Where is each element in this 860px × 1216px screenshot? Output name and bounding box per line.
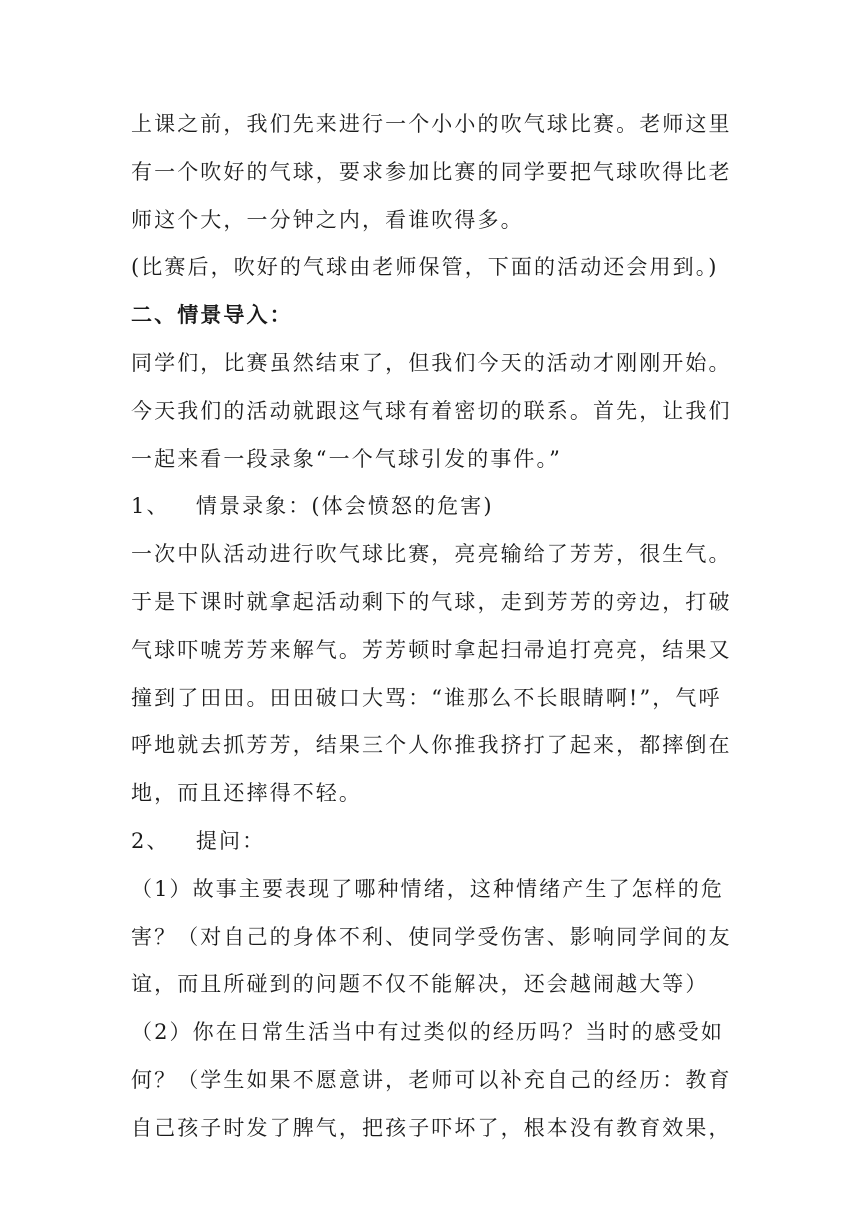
text-line: 一次中队活动进行吹气球比赛，亮亮输给了芳芳，很生气。 bbox=[131, 542, 732, 567]
question-line: 害？（对自己的身体不利、使同学受伤害、影响同学间的友 bbox=[131, 924, 732, 949]
question-line: 何？（学生如果不愿意讲，老师可以补充自己的经历：教育 bbox=[131, 1067, 732, 1092]
text-line: (比赛后，吹好的气球由老师保管，下面的活动还会用到。) bbox=[131, 255, 719, 280]
list-item-heading: 1、 情景录象：(体会愤怒的危害) bbox=[131, 494, 494, 519]
text-line: 地，而且还摔得不轻。 bbox=[131, 781, 362, 806]
text-line: 气球吓唬芳芳来解气。芳芳顿时拿起扫帚追打亮亮，结果又 bbox=[131, 637, 732, 662]
text-line: 上课之前，我们先来进行一个小小的吹气球比赛。老师这里 bbox=[131, 112, 732, 136]
question-line: （1）故事主要表现了哪种情绪，这种情绪产生了怎样的危 bbox=[131, 876, 724, 901]
question-line: （2）你在日常生活当中有过类似的经历吗？当时的感受如 bbox=[131, 1020, 724, 1045]
question-line: 自己孩子时发了脾气，把孩子吓坏了，根本没有教育效果， bbox=[131, 1115, 732, 1140]
section-heading: 二、情景导入： bbox=[131, 303, 293, 328]
question-line: 谊，而且所碰到的问题不仅不能解决，还会越闹越大等） bbox=[131, 972, 709, 997]
text-line: 师这个大，一分钟之内，看谁吹得多。 bbox=[131, 207, 524, 232]
text-line: 撞到了田田。田田破口大骂：“谁那么不长眼睛啊!”，气呼 bbox=[131, 685, 722, 710]
text-line: 于是下课时就拿起活动剩下的气球，走到芳芳的旁边，打破 bbox=[131, 589, 732, 614]
text-line: 呼地就去抓芳芳，结果三个人你推我挤打了起来，都摔倒在 bbox=[131, 733, 732, 758]
list-item-heading: 2、 提问： bbox=[131, 828, 266, 853]
text-line: 一起来看一段录象“一个气球引发的事件。” bbox=[131, 446, 562, 471]
text-line: 同学们，比赛虽然结束了，但我们今天的活动才刚刚开始。 bbox=[131, 350, 732, 375]
text-line: 今天我们的活动就跟这气球有着密切的联系。首先，让我们 bbox=[131, 398, 732, 423]
text-line: 有一个吹好的气球，要求参加比赛的同学要把气球吹得比老 bbox=[131, 159, 732, 184]
document-page bbox=[131, 101, 731, 1153]
